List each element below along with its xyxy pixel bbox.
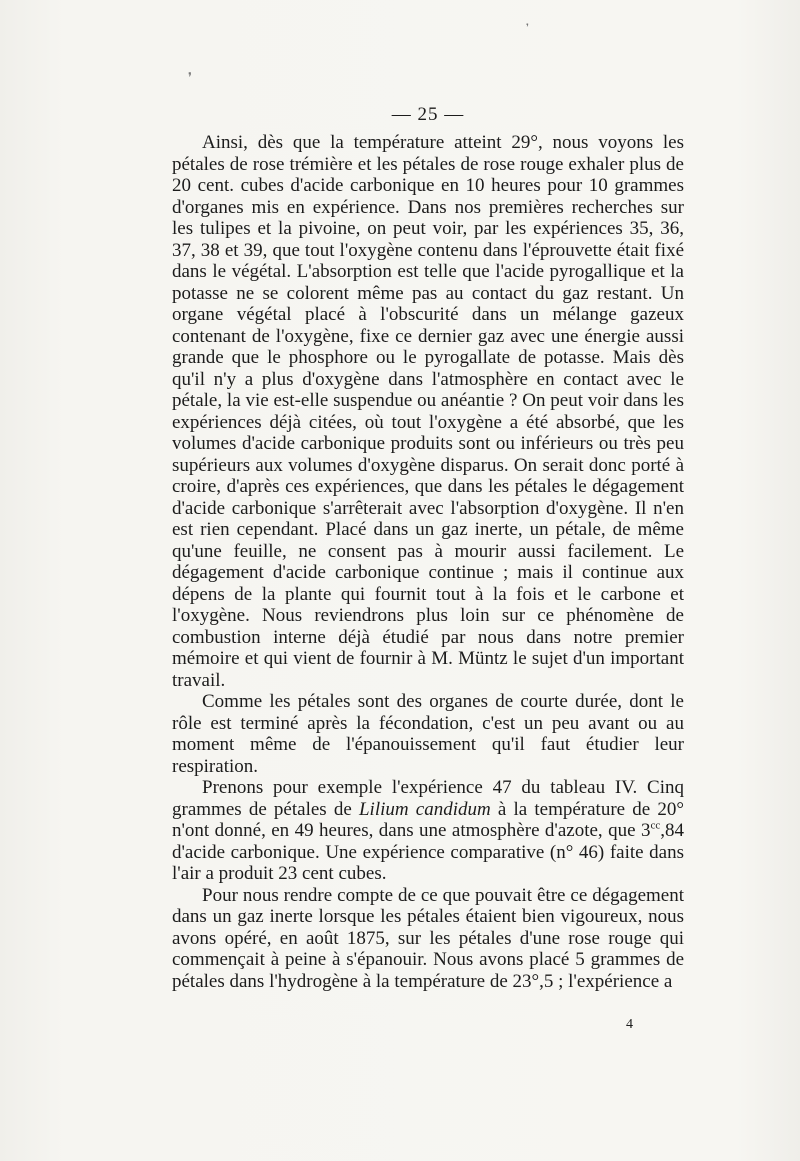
paper-speck: ❜	[188, 70, 192, 84]
signature-mark: 4	[626, 1017, 633, 1032]
paragraph-2: Comme les pétales sont des organes de courte durée, dont le rôle est terminé après la fécondation, c'est un peu avant ou au moment même de l'épanouissement qu'il faut étudier leur respiration.	[172, 691, 684, 777]
paragraph-3	[172, 777, 684, 885]
paragraph-3-part-1: Prenons pour exemple l'expérience 47 du tableau IV. Cinq grammes de pétales de	[172, 777, 684, 820]
paragraph-1: Ainsi, dès que la température atteint 29°, nous voyons les pétales de rose trémière et les pétales de rose rouge exhaler plus de 20 cent. cubes d'acide carbonique en 10 heures pour 10 grammes d'organes mis en expérience. Dans nos premières recherches sur les tulipes et la pivoine, on peut voir, par les expériences 35, 36, 37, 38 et 39, que tout l'oxygène contenu dans l'éprouvette était fixé dans le végétal. L'absorption est telle que l'acide pyrogallique et la potasse ne se colorent même pas au contact du gaz restant. Un organe végétal placé à l'obscurité dans un mélange gazeux contenant de l'oxygène, fixe ce dernier gaz avec une énergie aussi grande que le phosphore ou le pyrogallate de potasse. Mais dès qu'il n'y a plus d'oxygène dans l'atmosphère en contact avec le pétale, la vie est-elle suspendue ou anéantie ? On peut voir dans les expériences déjà citées, où tout l'oxygène a été absorbé, que les volumes d'acide carbonique produits sont ou inférieurs ou très peu supérieurs aux volumes d'oxygène disparus. On serait donc porté à croire, d'après ces expériences, que dans les pétales le dégagement d'acide carbonique s'arrêterait avec l'absorption d'oxygène. Il n'en est rien cependant. Placé dans un gaz inerte, un pétale, de même qu'une feuille, ne consent pas à mourir aussi facilement. Le dégagement d'acide carbonique continue ; mais il continue aux dépens de la plante qui fournit tout à la fois et le carbone et l'oxygène. Nous reviendrons plus loin sur ce phénomène de combustion interne déjà étudié par nous dans notre premier mémoire et qui vient de fournir à M. Müntz le sujet d'un important travail.	[172, 132, 684, 691]
paragraph-3-part-3: ,84 d'acide carbonique. Une expérience comparative (n° 46) faite dans l'air a produit 23 cent cubes.	[172, 820, 684, 884]
paragraph-3-part-2: à la température de 20° n'ont donné, en 49 heures, dans une atmosphère d'azote, que 3	[172, 798, 684, 841]
unit-superscript: cc	[650, 819, 661, 832]
paper-speck: ❜	[526, 22, 529, 32]
latin-species-name: Lilium candidum	[358, 798, 491, 820]
body-text	[172, 132, 684, 992]
page-number: — 25 —	[391, 104, 465, 125]
paragraph-4: Pour nous rendre compte de ce que pouvait être ce dégagement dans un gaz inerte lorsque les pétales étaient bien vigoureux, nous avons opéré, en août 1875, sur les pétales d'une rose rouge qui commençait à peine à s'épanouir. Nous avons placé 5 grammes de pétales dans l'hydrogène à la température de 23°,5 ; l'expérience a	[172, 884, 684, 992]
